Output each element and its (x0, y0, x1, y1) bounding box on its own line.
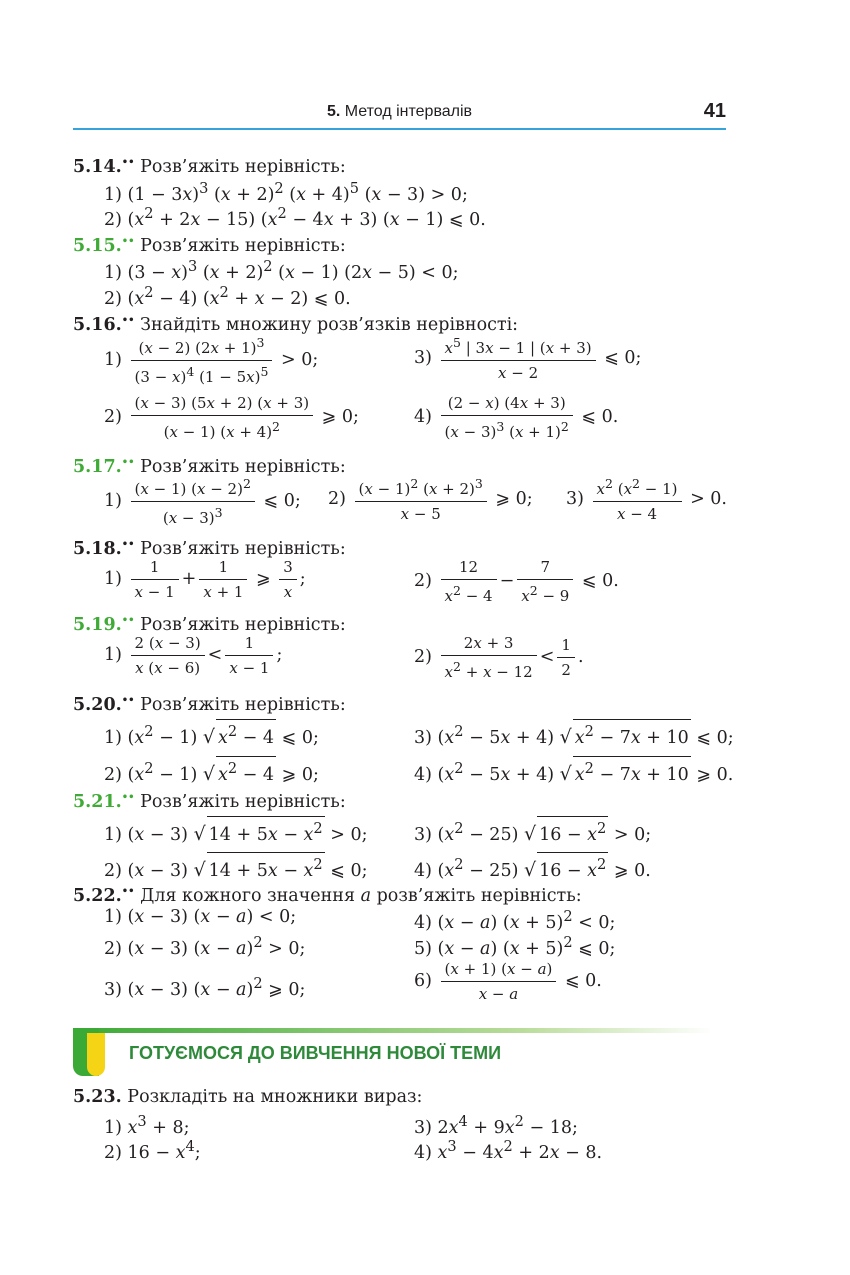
expr-5-22-5: 5) (x − a) $(x + 5)^2$ ⩽ 0; (414, 934, 616, 959)
problem-5-22: 5.22.•• Для кожного значення a розв’яжіть нерівність: (73, 885, 582, 906)
expr-5-18-2: 2) $\frac{12}{x^2 - 4}$ − $\frac{7}{x^2 - 9}$ ⩽ 0. (414, 558, 619, 605)
expr-5-20-3: 3) $(x^2 - 5x + 4)$ √ $x^2 - 7x + 10$ ⩽ 0; (414, 719, 734, 750)
expr-5-23-3: 3) $2x^4 + 9x^2 - 18$; (414, 1113, 578, 1138)
expr-5-19-1: 1) $\frac{2 (x - 3)}{x (x - 6)}$ < $\frac{1}{x - 1}$ ; (104, 634, 283, 677)
problem-5-18: 5.18.•• Розв’яжіть нерівність: (73, 538, 346, 559)
expr-5-22-3: 3) (x − 3) $(x - a)^2$ ⩾ 0; (104, 975, 306, 1000)
expr-5-23-1: 1) $x^3 + 8$; (104, 1113, 190, 1138)
problem-5-15: 5.15.•• Розв’яжіть нерівність: (73, 235, 346, 256)
expr-5-18-1: 1) $\frac{1}{x - 1}$ + $\frac{1}{x + 1}$ ⩾ $\frac{3}{x}$ ; (104, 558, 306, 601)
problem-5-23: 5.23. Розкладіть на множники вираз: (73, 1087, 423, 1107)
expr-5-20-2: 2) $(x^2 - 1)$ √ $x^2 - 4$ ⩾ 0; (104, 756, 319, 787)
expr-5-20-4: 4) $(x^2 - 5x + 4)$ √ $x^2 - 7x + 10$ ⩾ 0. (414, 756, 733, 787)
expr-5-22-4: 4) (x − a) $(x + 5)^2 < 0$; (414, 908, 616, 933)
expr-5-23-2: 2) $16 - x^4$; (104, 1138, 201, 1163)
expr-5-16-4: 4) $\frac{(2 - x) (4x + 3)}{(x - 3)^3 (x + 1)^2}$ ⩽ 0. (414, 394, 619, 441)
expr-5-15-2: 2) $(x^2 - 4) (x^2 + x - 2)$ ⩽ 0. (104, 284, 351, 309)
expr-5-14-1: 1) $(1 - 3x)^3$ $(x + 2)^2$ $(x + 4)^5$ (x − 3) > 0; (104, 180, 468, 205)
banner-tab-yellow (87, 1033, 105, 1076)
expr-5-22-2: 2) (x − 3) $(x - a)^2 > 0$; (104, 934, 306, 959)
running-title: 5. Метод інтервалів (326, 103, 473, 120)
page-number: 41 (703, 100, 726, 122)
expr-5-17-1: 1) $\frac{(x - 1) (x - 2)^2}{(x - 3)^3}$ ⩽ 0; (104, 476, 301, 527)
expr-5-16-1: 1) $\frac{(x - 2) (2x + 1)^3}{(3 - x)^4 (1 - 5x)^5}$ > 0; (104, 335, 319, 386)
banner-title: ГОТУЄМОСЯ ДО ВИВЧЕННЯ НОВОЇ ТЕМИ (129, 1043, 502, 1063)
expr-5-17-3: 3) $\frac{x^2 (x^2 - 1)}{x - 4}$ > 0. (566, 476, 727, 523)
expr-5-23-4: 4) $x^3 - 4x^2 + 2x - 8$. (414, 1138, 603, 1163)
expr-5-21-3: 3) $(x^2 - 25)$ √ $16 - x^2 > 0$; (414, 816, 651, 847)
banner-gradient-bar (73, 1028, 713, 1033)
expr-5-14-2: 2) $(x^2 + 2x - 15) (x^2 - 4x + 3) (x - 1)$ ⩽ 0. (104, 205, 486, 230)
problem-5-17: 5.17.•• Розв’яжіть нерівність: (73, 456, 346, 477)
expr-5-20-1: 1) $(x^2 - 1)$ √ $x^2 - 4$ ⩽ 0; (104, 719, 319, 750)
expr-5-21-4: 4) $(x^2 - 25)$ √ $16 - x^2$ ⩾ 0. (414, 852, 651, 883)
problem-5-20: 5.20.•• Розв’яжіть нерівність: (73, 694, 346, 715)
expr-5-22-1: 1) (x − 3) (x − a) < 0; (104, 907, 297, 927)
expr-5-16-3: 3) $\frac{x^5 | 3x - 1 | (x + 3)}{x - 2}$ ⩽ 0; (414, 335, 642, 382)
expr-5-19-2: 2) $\frac{2x + 3}{x^2 + x - 12}$ < $\frac{1}{2}$ . (414, 634, 584, 681)
section-banner (73, 1028, 713, 1076)
expr-5-16-2: 2) $\frac{(x - 3) (5x + 2) (x + 3)}{(x - 1) (x + 4)^2}$ ⩾ 0; (104, 394, 359, 441)
expr-5-21-1: 1) (x − 3) √ $14 + 5x - x^2 > 0$; (104, 816, 368, 847)
problem-5-14: 5.14.•• Розв’яжіть нерівність: (73, 156, 346, 177)
expr-5-21-2: 2) (x − 3) √ $14 + 5x - x^2$ ⩽ 0; (104, 852, 368, 883)
content (73, 0, 733, 1275)
expr-5-17-2: 2) $\frac{(x - 1)^2 (x + 2)^3}{x - 5}$ ⩾ 0; (328, 476, 533, 523)
expr-5-15-1: 1) $(3 - x)^3$ $(x + 2)^2$ (x − 1) (2x − 5) < 0; (104, 258, 459, 283)
problem-5-19: 5.19.•• Розв’яжіть нерівність: (73, 614, 346, 635)
expr-5-22-6: 6) $\frac{(x + 1) (x - a)}{x - a}$ ⩽ 0. (414, 960, 602, 1003)
problem-5-16: 5.16.•• Знайдіть множину розв’язків нерівності: (73, 314, 519, 335)
problem-5-21: 5.21.•• Розв’яжіть нерівність: (73, 791, 346, 812)
